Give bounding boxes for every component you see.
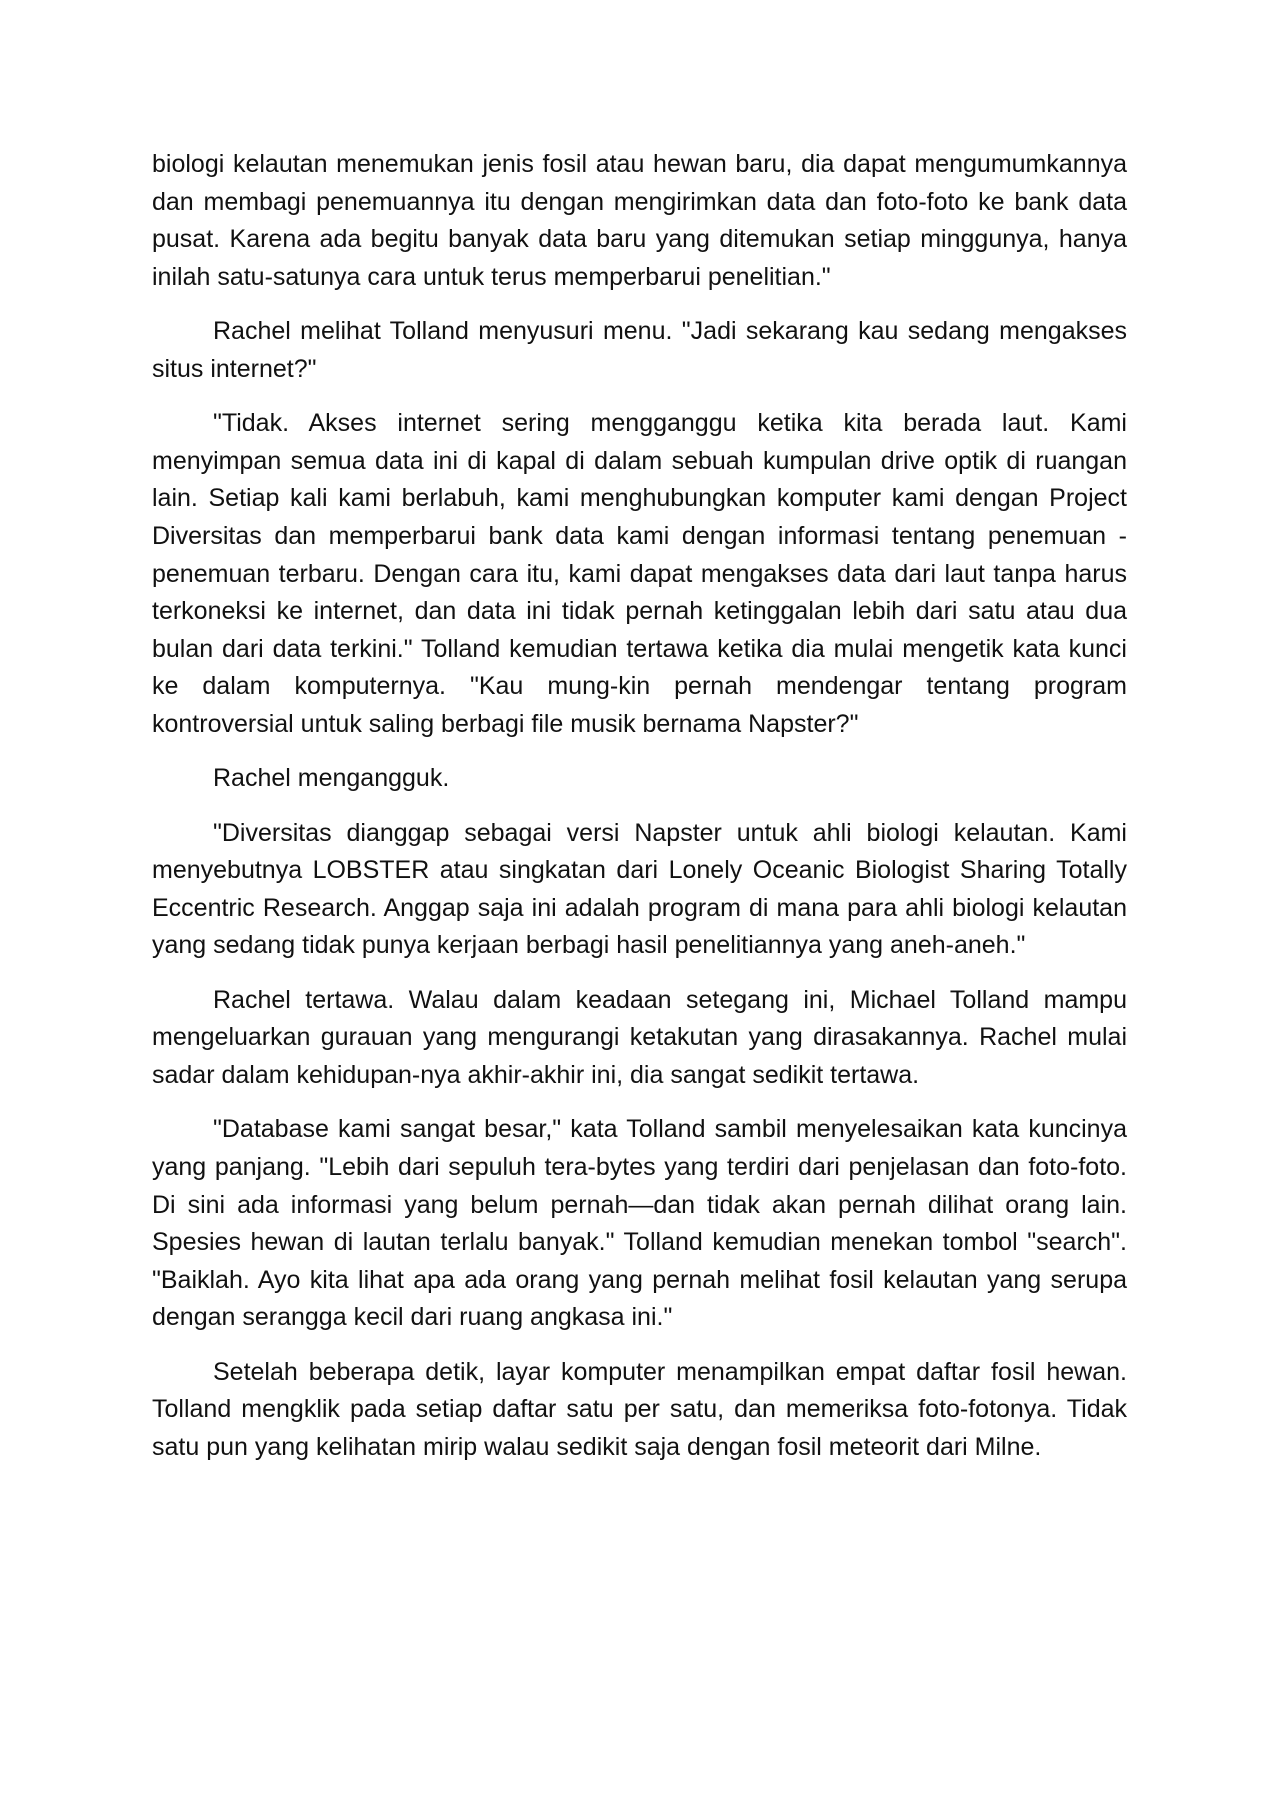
paragraph-tolland-database: "Tidak. Akses internet sering mengganggu ketika kita berada laut. Kami menyimpan semua data ini di kapal di dalam sebuah kumpulan drive optik di ruangan lain. Setiap kali kami berlabuh, kami menghubungkan komputer kami dengan Project Diversitas dan memperbarui bank data kami dengan informasi tentang penemuan - penemuan terbaru. Dengan cara itu, kami dapat mengakses data dari laut tanpa harus terkoneksi ke internet, dan data ini tidak pernah ketinggalan lebih dari satu atau dua bulan dari data terkini." Tolland kemudian tertawa ketika dia mulai mengetik kata kunci ke dalam komputernya. "Kau mung-kin pernah mendengar tentang program kontroversial untuk saling berbagi file musik bernama Napster?" bbox=[152, 409, 1127, 738]
paragraph-diversitas-napster: "Diversitas dianggap sebagai versi Napster untuk ahli biologi kelautan. Kami menyebutnya LOBSTER atau singkatan dari Lonely Oceanic Biologist Sharing Totally Eccentric Research. Anggap saja ini adalah program di mana para ahli biologi kelautan yang sedang tidak punya kerjaan berbagi hasil penelitiannya yang aneh-aneh." bbox=[152, 818, 1127, 960]
paragraph-search-results: Setelah beberapa detik, layar komputer menampilkan empat daftar fosil hewan. Tolland mengklik pada setiap daftar satu per satu, dan memeriksa foto-fotonya. Tidak satu pun yang kelihatan mirip walau sedikit saja dengan fosil meteorit dari Milne. bbox=[152, 1357, 1127, 1461]
document-page bbox=[152, 146, 1127, 1483]
paragraph-continuation: biologi kelautan menemukan jenis fosil atau hewan baru, dia dapat mengumumkannya dan membagi penemuannya itu dengan mengirimkan data dan foto-foto ke bank data pusat. Karena ada begitu banyak data baru yang ditemukan setiap minggunya, hanya inilah satu-satunya cara untuk terus memperbarui penelitian." bbox=[152, 150, 1127, 291]
paragraph-rachel-nods: Rachel mengangguk. bbox=[213, 764, 450, 793]
paragraph-rachel-laughs: Rachel tertawa. Walau dalam keadaan setegang ini, Michael Tolland mampu mengeluarkan gurauan yang mengurangi ketakutan yang dirasakannya. Rachel mulai sadar dalam kehidupan-nya akhir-akhir ini, dia sangat sedikit tertawa. bbox=[152, 985, 1127, 1090]
paragraph-database-search: "Database kami sangat besar," kata Tolland sambil menyelesaikan kata kuncinya yang panjang. "Lebih dari sepuluh tera-bytes yang terdiri dari penjelasan dan foto-foto. Di sini ada informasi yang belum pernah—dan tidak akan pernah dilihat orang lain. Spesies hewan di lautan terlalu banyak." Tolland kemudian menekan tombol "search". "Baiklah. Ayo kita lihat apa ada orang yang pernah melihat fosil kelautan yang serupa dengan serangga kecil dari ruang angkasa ini." bbox=[152, 1115, 1127, 1332]
paragraph-rachel-menu: Rachel melihat Tolland menyusuri menu. "Jadi sekarang kau sedang mengakses situs internet?" bbox=[152, 317, 1127, 383]
